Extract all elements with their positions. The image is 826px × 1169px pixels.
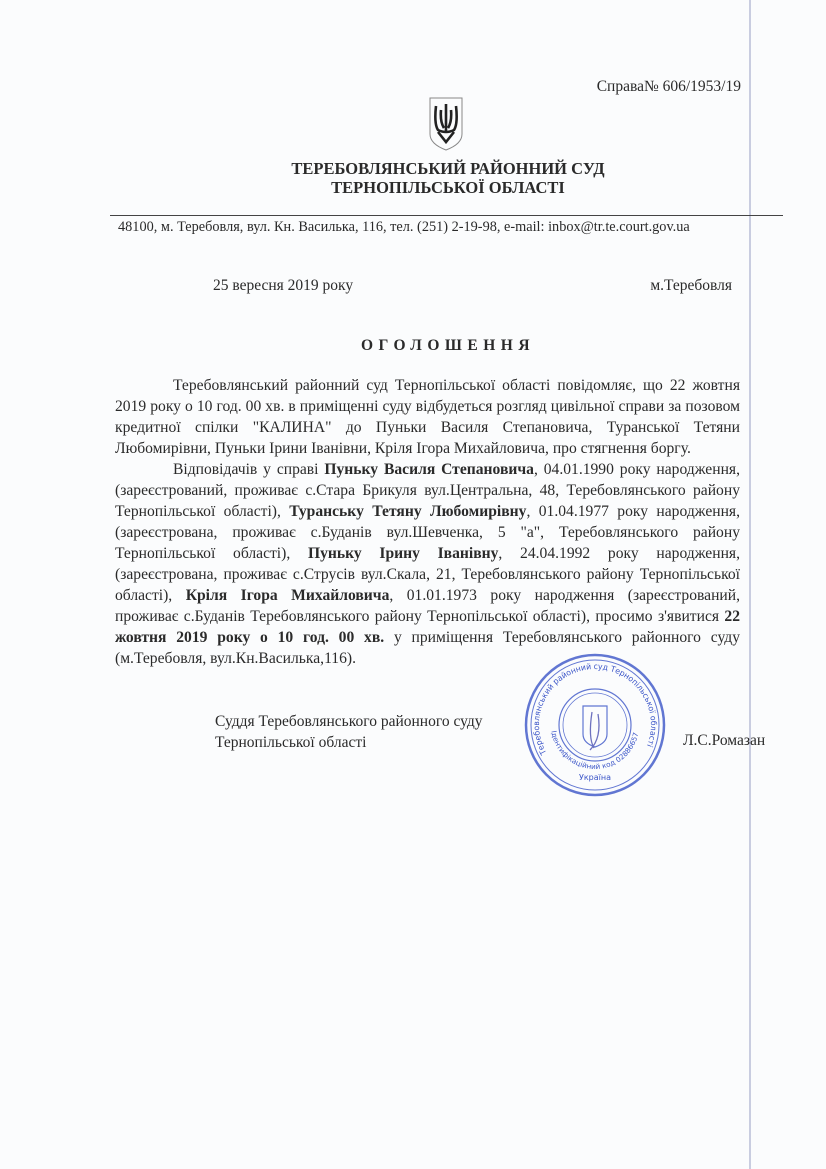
text-segment: Теребовлянський районний суд Тернопільської області повідомляє, що 22 жовтня 2019 року о 10 год. 00 хв. в приміщенні суду відбудеться розгляд цивільної справи за позовом кредитної спілки "КАЛИНА" до Пуньки Василя Степановича, Туранської Тетяни Любомирівни, Пуньки Ірини Іванівни, Кріля Ігора Михайловича, про стягнення боргу. — [115, 377, 740, 457]
bold-text: Пуньку Василя Степановича — [324, 461, 534, 478]
bold-text: Пуньку Ірину Іванівну — [307, 545, 499, 562]
announcement-body — [115, 375, 740, 669]
text-segment: , 01.01.1973 року народження (зареєстрований, проживає с.Буданів Теребовлянського району Тернопільської області), просимо з'явитися — [115, 587, 741, 625]
document-heading: ОГОЛОШЕННЯ — [360, 337, 536, 354]
stamp-outer-text: Теребовлянський районний суд Тернопільської області — [531, 661, 659, 757]
court-address: 48100, м. Теребовля, вул. Кн. Василька, 116, тел. (251) 2-19-98, e-mail: inbox@tr.te.court.gov.ua — [118, 219, 690, 235]
stamp-inner-text: Ідентифікаційний код 02886657 — [549, 730, 641, 772]
text-segment: у приміщення Теребовлянського районного суду (м.Теребовля, вул.Кн.Василька,116). — [115, 629, 740, 667]
paragraph — [115, 375, 740, 459]
text-segment: , 24.04.1992 року народження, (зареєстрована, проживає с.Струсів вул.Скала, 21, Теребовлянського району Тернопільської області), — [115, 545, 740, 604]
text-segment: Відповідачів у справі — [173, 461, 325, 478]
signature-position-line1: Суддя Теребовлянського районного суду — [215, 713, 483, 730]
document-city: м.Теребовля — [650, 277, 732, 294]
document-date: 25 вересня 2019 року — [213, 277, 354, 294]
judge-name: Л.С.Ромазан — [683, 732, 766, 749]
trident-icon — [428, 96, 464, 152]
text-segment: , 01.04.1977 року народження, (зареєстрована, проживає с.Буданів вул.Шевченка, 5 "а", Теребовлянського району Тернопільської області), — [115, 503, 741, 562]
bold-text: 22 жовтня 2019 року о 10 год. 00 хв. — [115, 608, 740, 646]
court-name-line2: ТЕРНОПІЛЬСЬКОЇ ОБЛАСТІ — [331, 178, 565, 197]
court-name — [0, 159, 826, 197]
bold-text: Кріля Ігора Михайловича — [185, 587, 390, 604]
signature-position-line2: Тернопільської області — [215, 734, 367, 751]
case-number: Справа№ 606/1953/19 — [596, 78, 741, 95]
stamp-country: Україна — [578, 773, 612, 782]
paragraph — [115, 459, 740, 669]
signature-position — [215, 711, 483, 753]
bold-text: Туранську Тетяну Любомирівну — [289, 503, 527, 520]
court-stamp — [522, 652, 668, 798]
text-segment: , 04.01.1990 року народження, (зареєстрований, проживає с.Стара Брикуля вул.Центральна, 48, Теребовлянського району Тернопільської області), — [115, 461, 740, 520]
header-divider — [110, 215, 783, 216]
svg-text:Ідентифікаційний код 02886657 — [549, 730, 640, 771]
court-name-line1: ТЕРЕБОВЛЯНСЬКИЙ РАЙОННИЙ СУД — [291, 159, 605, 178]
